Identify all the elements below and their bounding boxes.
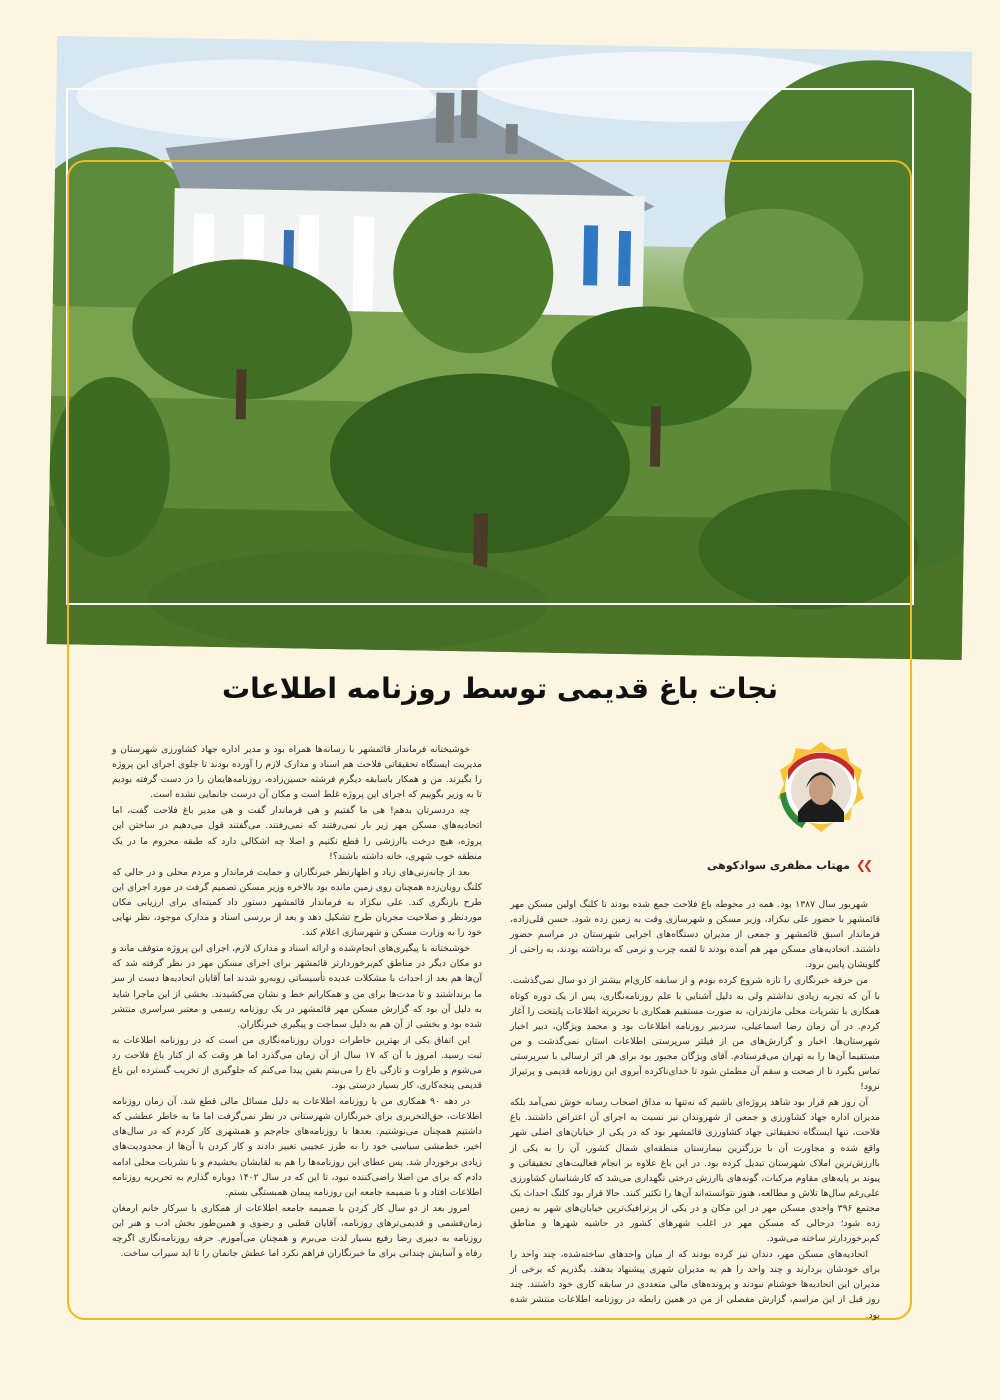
author-byline <box>700 858 870 872</box>
paragraph: من حرفه خبرنگاری را تازه شروع کرده بودم و از سابقه کاری‌ام بیشتر از دو سال نمی‌گذشت. با آن که تجربه زیادی نداشتم ولی به دلیل آشنایی با علم روزنامه‌نگاری، پس از یک دوره کوتاه همکاری با نشریات محلی مازندران، به صورت مستقیم همکاری با تحریریه اطلاعات پایتخت را آغاز کردم. در آن زمان رضا اسماعیلی، سردبیر روزنامه اطلاعات بود و محمد ویژگان، دبیر اخبار شهرستان‌ها. اخبار و گزارش‌های من از فیلتر سرپرستی اطلاعات استان نمی‌گذشت و من مستقیما آن‌ها را به تهران می‌فرستادم. آقای ویژگان مجبور بود برای هر اثر ارسالی با سرپرستی تماس بگیرد تا از صحت و سقم آن مطمئن شود تا خدای‌ناکرده آبروی این روزنامه قدیمی و پرتیراژ نرود! <box>510 975 880 1093</box>
paragraph: آن روز هم قرار بود شاهد پروژه‌ای باشیم که نه‌تنها به مذاق اصحاب رسانه خوش نمی‌آمد بلکه مدیران اداره جهاد کشاورزی و جمعی از شهروندان نیز نسبت به اجرای آن اعتراض داشتند. باغ فلاحت، تنها ایستگاه تحقیقاتی جهاد کشاورزی قائمشهر بود که در یکی از خیابان‌های اصلی شهر واقع شده و مجاورت آن با بزرگترین بیمارستان منطقه‌ای شمال کشور، آن را به یکی از باارزش‌ترین املاک شهرستان تبدیل کرده بود. در این باغ علاوه بر انجام فعالیت‌های تحقیقاتی و پیوند بر پایه‌های مقاوم مرکبات، گونه‌های باارزش درختی نگهداری می‌شد که کارشناسان کشاورزی علی‌رغم سال‌ها تلاش و مطالعه، هنوز نتوانسته‌اند آن‌ها را تکثیر کنند. حالا قرار بود کلنگ احداث یک مجتمع ۳۹۶ واحدی مسکن مهر در این مکان و در یکی از پرترافیک‌ترین خیابان‌های شهر به زمین زده شود؛ درحالی که مسکن مهر در اغلب شهرهای کشور در حاشیه شهرها و مناطق کم‌برخوردارتر ساخته می‌شود. <box>510 1097 881 1245</box>
photo-white-frame <box>66 88 914 605</box>
article-title: نجات باغ قدیمی توسط روزنامه اطلاعات <box>222 672 778 705</box>
paragraph: شهریور سال ۱۳۸۷ بود. همه در محوطه باغ فلاحت جمع شده بودند تا کلنگ اولین مسکن مهر قائمشهر با حضور علی نیکزاد، وزیر مسکن و شهرسازی وقت به زمین زده شود. حسن قلی‌زاده، فرماندار اسبق قائمشهر و جمعی از مدیران دستگاه‌های اجرایی شهرستان در مراسم حضور داشتند. اتحادیه‌های مسکن مهر هم آمده بودند تا لقمه چرب و نرمی که برداشته بودند، به راحتی از گلویشان پایین برود. <box>510 899 880 971</box>
author-portrait-illustration <box>776 740 866 848</box>
article-column-left <box>112 742 482 1262</box>
paragraph: این اتفاق یکی از بهترین خاطرات دوران روزنامه‌نگاری من است که در روزنامه اطلاعات به ثبت رسید. امروز با آن که ۱۷ سال از آن زمان می‌گذرد اما هر وقت که از کنار باغ فلاحت رد می‌شوم و طراوت و تازگی باغ را می‌بینم یقین پیدا می‌کنم که جلوگیری از تخریب گسترده این باغ قدیمی پنجه‌کاری، کار بسیار درستی بود. <box>112 1034 482 1092</box>
author-avatar <box>776 740 866 848</box>
paragraph: چه دردسرتان بدهم! هی ما گفتیم و هی فرماندار گفت و هی مدیر باغ فلاحت گفت، اما اتحادیه‌های مسکن مهر زیر بار نمی‌رفتند که نمی‌رفتند. می‌گفتند قول می‌دهیم در ساختن این پروژه، هیچ درخت باارزشی را قطع نکنیم و اصلا چه اشکالی دارد که طبقه محروم ما در یک منطقه خوب شهری، خانه داشته باشند؟! <box>112 805 482 862</box>
paragraph: در دهه ۹۰ همکاری من با روزنامه اطلاعات به دلیل مسائل مالی قطع شد. آن زمان روزنامه اطلاعات، حق‌التحریری برای خبرنگاران شهرستانی در نظر نمی‌گرفت اما ما به خاطر عطشی که داشتیم همچنان می‌نوشتیم. بعدها با روزنامه‌های جام‌جم و همشهری کار کردم که در سال‌های اخیر، خط‌مشی سیاسی خود را به طرز عجیبی تغییر دادند و کار کردن با آن‌ها از محدودیت‌های زیادی برخوردار شد. پس عطای این روزنامه‌ها را هم به لقایشان بخشیدم و با نشریات محلی ادامه دادم که برای من اصلا راضی‌کننده نبود، تا این که در سال ۱۴۰۲ دوباره گذارم به تحریریه روزنامه اطلاعات افتاد و با ضمیمه جامعه این روزنامه پیمان همبستگی بستم. <box>112 1096 482 1198</box>
paragraph: خوشبختانه با پیگیری‌های انجام‌شده و ارائه اسناد و مدارک لازم، اجرای این پروژه متوقف ماند و دو مکان دیگر در مناطق کم‌برخوردارتر قائمشهر برای اجرای مسکن مهر در نظر گرفته شد که آن‌ها هم بعد از احداث با مشکلات عدیده تأسیساتی روبه‌رو شدند اما آقایان اتحادیه‌ها دست از سر ما برنداشتند و تا مدت‌ها برای من و همکارانم خط و نشان می‌کشیدند. بخشی از این ماجرا شاید به دلیل آن بود که گزارش مسکن مهر قائمشهر در یک روزنامه رسمی و معتبر سراسری منتشر شده بود و بخشی از آن هم به دلیل سماجت و پیگیری خبرنگاران. <box>112 943 482 1030</box>
paragraph: اتحادیه‌های مسکن مهر، دندان تیز کرده بودند که از میان واحدهای ساخته‌شده، چند واحد را برای خودشان بردارند و چند واحد را هم به مدیران شهری پیشنهاد بدهند. بگذریم که برخی از مدیران این اتحادیه‌ها خوشنام نبودند و پرونده‌های مالی متعددی در سابقه کاری خود داشتند. چند روز قبل از این مراسم، گزارش مفصلی از من در همین رابطه در روزنامه اطلاعات منتشر شده بود. <box>510 1249 880 1321</box>
double-chevron-icon: ❯❯ <box>855 858 870 872</box>
article-column-right <box>510 897 880 1324</box>
paragraph: بعد از چانه‌زنی‌های زیاد و اظهارنظر خبرنگاران و حمایت فرماندار و مردم محلی و در حالی که کلنگ روبان‌زده همچنان روی زمین مانده بود بالاخره وزیر مسکن تصمیم گرفت در مورد اجرای این طرح بازنگری کند. علی نیکزاد به فرماندار قائمشهر دستور داد کمیته‌ای برای ارزیابی مکان موردنظر و صلاحیت مجریان طرح تشکیل دهد و بعد از بررسی اسناد و مدارک موجود، نظر نهایی خود را به وزارت مسکن و شهرسازی اعلام کند. <box>112 866 482 939</box>
paragraph: خوشبختانه فرماندار قائمشهر با رسانه‌ها همراه بود و مدیر اداره جهاد کشاورزی شهرستان و مدیریت ایستگاه تحقیقاتی فلاحت هم اسناد و مدارک لازم را آورده بودند تا جلوی اجرای این پروژه را بگیرند. من و همکار باسابقه دیگرم فرشته حسین‌زاده، روزنامه‌هایمان را در دست گرفته بودیم تا به وزیر بگوییم که اجرای این پروژه غلط است و مکان آن درست جانمایی نشده است. <box>112 744 482 801</box>
author-name: مهتاب مظفری سوادکوهی <box>706 858 850 872</box>
paragraph: امروز بعد از دو سال کار کردن با ضمیمه جامعه اطلاعات از همکاری با سرکار خانم ارمغان زمان‌فشمی و قدیمی‌ترهای روزنامه، آقایان قطبی و رضوی و همین‌طور بخش ادب و هنر این روزنامه به دبیری رضا رفیع بسیار لذت می‌برم و همچنان می‌آموزم. حرفه روزنامه‌نگاری اگرچه رفاه و آسایش چندانی برای ما خبرنگاران فراهم نکرد اما عطش جانمان را تا ابد سیراب ساخت. <box>112 1202 482 1260</box>
